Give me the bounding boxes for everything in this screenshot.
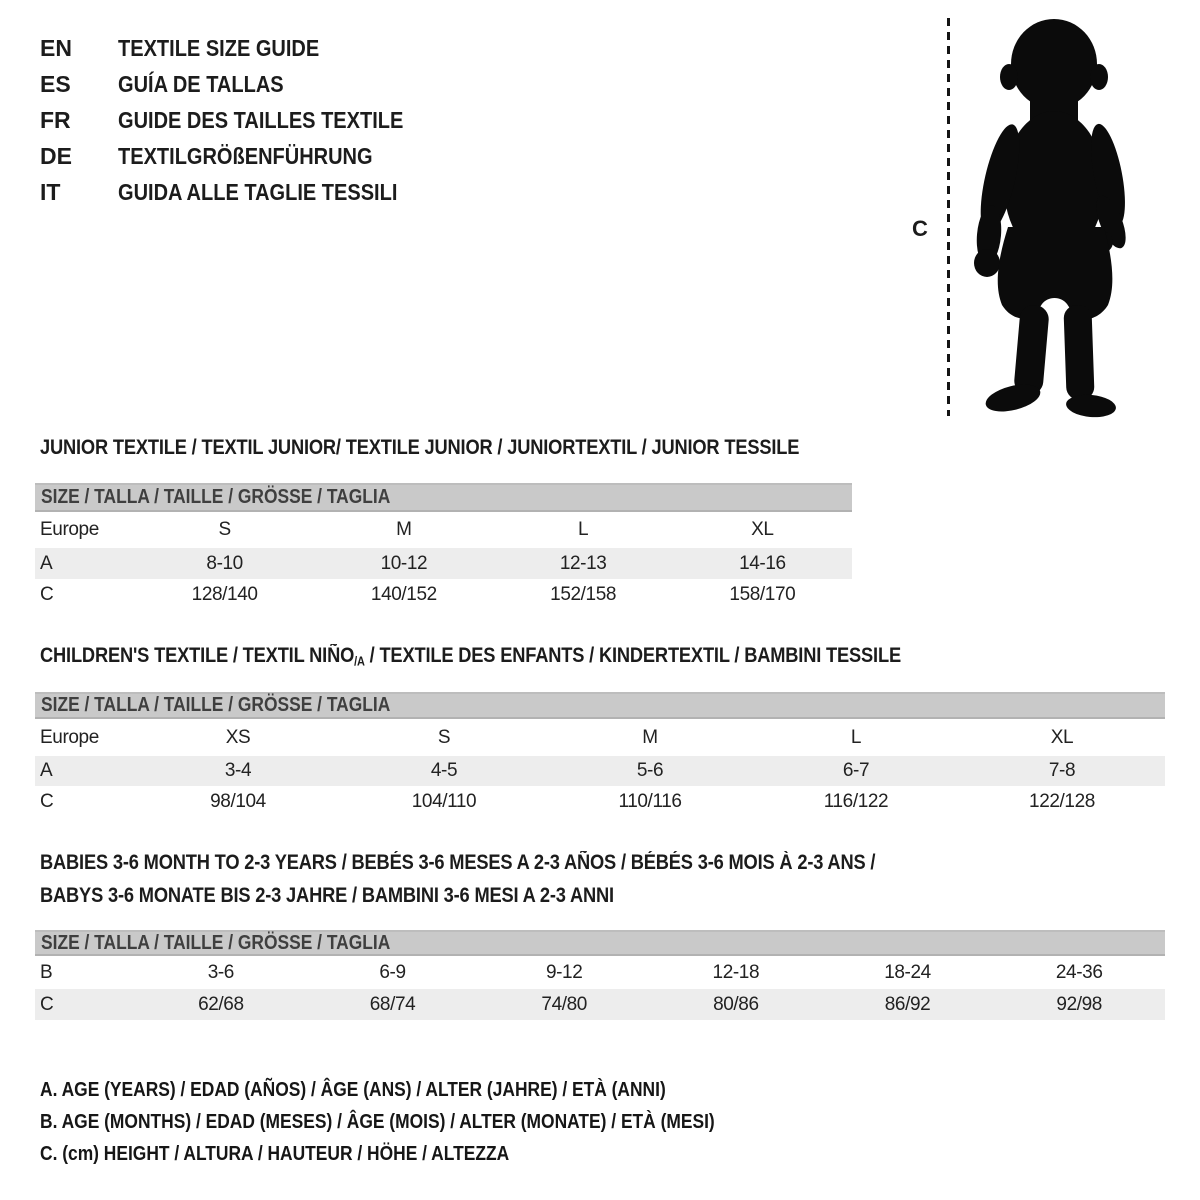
babies-section-title-line2 [40, 884, 700, 908]
table-row [35, 719, 1165, 756]
babies-section-title-line2-text: BABYS 3-6 MONATE BIS 2-3 JAHRE / BAMBINI 3-6 MESI A 2-3 ANNI [40, 884, 614, 907]
row-label: C [40, 993, 54, 1015]
language-row-it [40, 174, 446, 210]
height-cell: 140/152 [370, 584, 437, 605]
age-cell: 6-7 [842, 760, 870, 781]
height-measure-label-text: C [912, 216, 928, 241]
age-cell: 24-36 [1055, 961, 1103, 983]
language-code: EN [40, 34, 72, 61]
size-cell: S [437, 726, 451, 748]
junior-section-title [40, 436, 913, 460]
babies-section-title-line1-text: BABIES 3-6 MONTH TO 2-3 YEARS / BEBÉS 3-6 MESES A 2-3 AÑOS / BÉBÉS 3-6 MOIS À 2-3 ANS / [40, 851, 876, 874]
height-measure-label [912, 216, 928, 242]
language-code: IT [40, 178, 61, 205]
legend-line-a [40, 1074, 816, 1106]
size-header-label: SIZE / TALLA / TAILLE / GRÖSSE / TAGLIA [41, 486, 391, 508]
language-code: DE [40, 142, 72, 169]
height-cell: 116/122 [823, 791, 889, 812]
height-cell: 74/80 [541, 993, 587, 1015]
age-cell: 12-18 [712, 961, 760, 983]
table-row [35, 786, 1165, 818]
children-size-table [35, 692, 1165, 818]
age-cell: 3-4 [224, 760, 252, 781]
height-measure-line [947, 18, 950, 416]
size-cell: S [218, 519, 231, 540]
age-cell: 8-10 [206, 552, 243, 574]
junior-section-title-text: JUNIOR TEXTILE / TEXTIL JUNIOR/ TEXTILE JUNIOR / JUNIORTEXTIL / JUNIOR TESSILE [40, 436, 800, 459]
size-cell: M [396, 519, 412, 540]
legend-line-a-text: A. AGE (YEARS) / EDAD (AÑOS) / ÂGE (ANS) / ALTER (JAHRE) / ETÀ (ANNI) [40, 1078, 666, 1101]
babies-size-table [35, 930, 1165, 1020]
height-cell: 152/158 [550, 584, 617, 605]
row-label: C [40, 791, 54, 812]
language-title: GUÍA DE TALLAS [118, 70, 284, 97]
size-cell: L [850, 726, 862, 748]
table-row [35, 579, 852, 611]
children-section-title-text [40, 644, 901, 669]
height-cell: 104/110 [411, 791, 477, 812]
language-row-fr [40, 102, 446, 138]
row-label: C [40, 584, 54, 605]
size-cell: L [578, 519, 589, 540]
size-cell: XS [225, 726, 251, 748]
table-row [35, 956, 1165, 989]
size-header-bar [35, 483, 852, 512]
height-cell: 122/128 [1029, 791, 1095, 812]
size-header-label: SIZE / TALLA / TAILLE / GRÖSSE / TAGLIA [41, 931, 391, 954]
size-cell: XL [1050, 726, 1074, 748]
language-code: FR [40, 106, 71, 133]
children-section-title [40, 644, 1030, 669]
age-cell: 6-9 [379, 961, 406, 983]
language-code: ES [40, 70, 71, 97]
language-title: GUIDE DES TAILLES TEXTILE [118, 106, 404, 133]
height-cell: 110/116 [618, 791, 682, 812]
row-label: A [40, 552, 53, 574]
table-row [35, 512, 852, 548]
toddler-silhouette [962, 16, 1142, 418]
language-title: GUIDA ALLE TAGLIE TESSILI [118, 178, 398, 205]
row-label: B [40, 961, 53, 983]
size-header-bar [35, 930, 1165, 956]
legend-line-c-text: C. (cm) HEIGHT / ALTURA / HAUTEUR / HÖHE / ALTEZZA [40, 1142, 510, 1165]
row-label: A [40, 760, 53, 781]
children-title-sub: /A [354, 654, 365, 669]
table-row [35, 756, 1165, 786]
age-cell: 14-16 [739, 552, 786, 574]
height-cell: 86/92 [884, 993, 931, 1015]
size-cell: XL [751, 519, 774, 540]
legend-line-c [40, 1138, 816, 1170]
height-cell: 128/140 [191, 584, 258, 605]
language-title-list [40, 30, 446, 210]
age-cell: 18-24 [884, 961, 931, 983]
height-cell: 62/68 [198, 993, 244, 1015]
measurement-legend [40, 1074, 816, 1170]
language-row-en [40, 30, 446, 66]
language-title: TEXTILGRÖßENFÜHRUNG [118, 142, 373, 169]
legend-line-b [40, 1106, 816, 1138]
junior-size-table [35, 483, 852, 611]
size-cell: M [642, 726, 658, 748]
children-title-post: / TEXTILE DES ENFANTS / KINDERTEXTIL / BAMBINI TESSILE [364, 644, 901, 667]
legend-line-b-text: B. AGE (MONTHS) / EDAD (MESES) / ÂGE (MOIS) / ALTER (MONATE) / ETÀ (MESI) [40, 1110, 715, 1133]
language-row-de [40, 138, 446, 174]
height-cell: 80/86 [713, 993, 759, 1015]
children-title-pre: CHILDREN'S TEXTILE / TEXTIL NIÑO [40, 644, 355, 667]
age-cell: 5-6 [636, 760, 664, 781]
size-header-label: SIZE / TALLA / TAILLE / GRÖSSE / TAGLIA [41, 694, 391, 716]
height-cell: 92/98 [1056, 993, 1102, 1015]
language-row-es [40, 66, 446, 102]
size-header-bar [35, 692, 1165, 719]
age-cell: 9-12 [545, 961, 583, 983]
height-cell: 98/104 [210, 791, 266, 812]
age-cell: 7-8 [1048, 760, 1076, 781]
age-cell: 3-6 [207, 961, 234, 983]
age-cell: 4-5 [430, 760, 458, 781]
table-row [35, 548, 852, 579]
row-label: Europe [40, 519, 99, 540]
age-cell: 10-12 [380, 552, 428, 574]
row-label: Europe [40, 726, 99, 748]
age-cell: 12-13 [559, 552, 607, 574]
language-title: TEXTILE SIZE GUIDE [118, 34, 320, 61]
babies-section-title-line1 [40, 851, 1000, 875]
table-row [35, 989, 1165, 1020]
height-cell: 68/74 [369, 993, 416, 1015]
height-cell: 158/170 [729, 584, 796, 605]
